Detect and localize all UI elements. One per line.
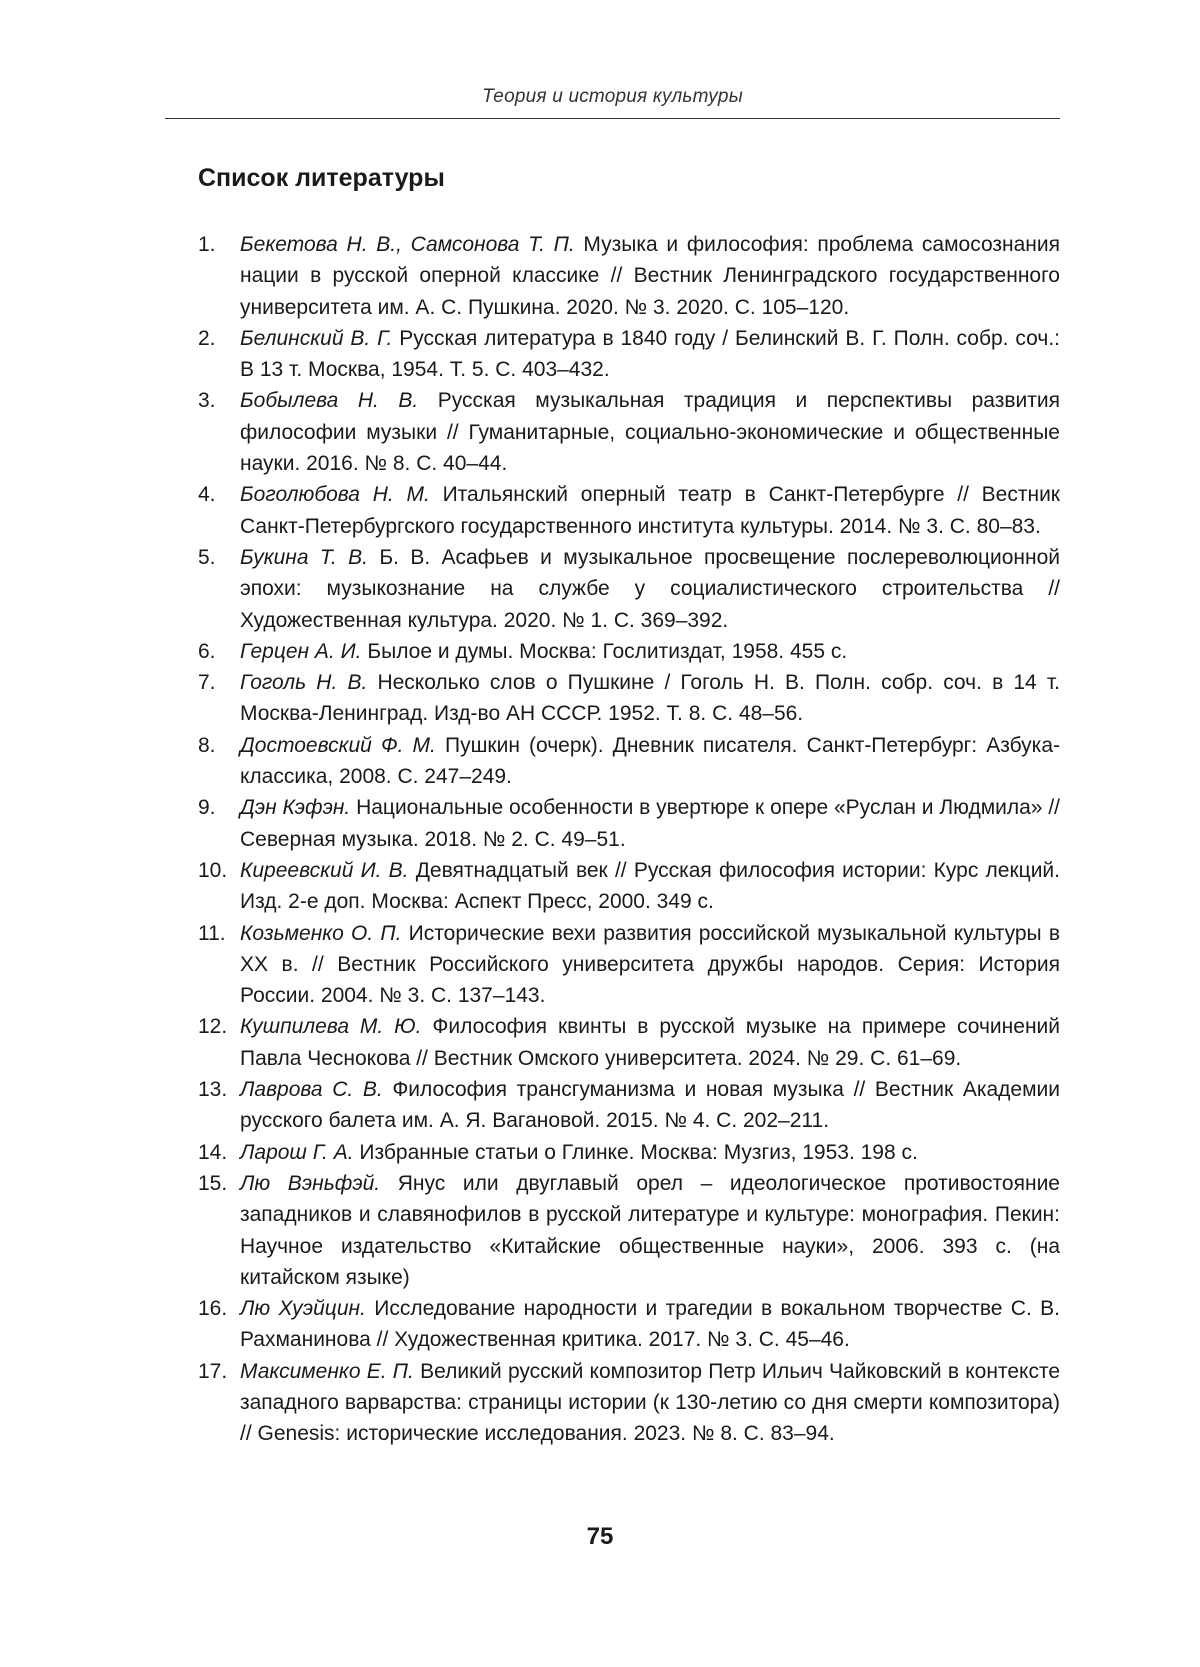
header-divider — [165, 118, 1060, 119]
running-header: Теория и история культуры — [482, 86, 743, 107]
reference-item — [198, 1074, 1060, 1137]
reference-author: Букина Т. В. — [240, 545, 380, 569]
reference-list — [198, 229, 1060, 1450]
reference-number: 1. — [198, 233, 216, 256]
reference-item — [198, 479, 1060, 542]
reference-text: Исторические вехи развития российской музыкальной культуры в XX в. // Вестник Российского университета дружбы народов. Серия: История России. 2004. № 3. С. 137–143. — [240, 921, 1061, 1008]
reference-item — [198, 792, 1060, 855]
reference-text: Былое и думы. Москва: Гослитиздат, 1958. 455 с. — [367, 639, 848, 663]
reference-author: Достоевский Ф. М. — [240, 733, 445, 757]
reference-number: 10. — [198, 858, 228, 882]
reference-number: 13. — [198, 1078, 228, 1102]
reference-number: 3. — [198, 389, 216, 413]
reference-number: 5. — [198, 545, 216, 569]
reference-author: Гоголь Н. В. — [240, 671, 378, 695]
reference-text: Философия квинты в русской музыке на примере сочинений Павла Чеснокова // Вестник Омского университета. 2024. № 29. С. 61–69. — [240, 1015, 1060, 1070]
reference-number: 4. — [198, 483, 216, 507]
reference-item — [198, 1137, 1060, 1168]
section-title: Список литературы — [198, 164, 445, 192]
reference-number: 8. — [198, 733, 216, 757]
reference-author: Лаврова С. В. — [240, 1078, 393, 1102]
reference-item — [198, 636, 1060, 667]
reference-number: 2. — [198, 326, 216, 350]
page-number: 75 — [586, 1523, 614, 1550]
reference-text: Русская литература в 1840 году / Белинский В. Г. Полн. собр. соч.: В 13 т. Москва, 1954. Т. 5. С. 403–432. — [240, 326, 1060, 382]
reference-author: Максименко Е. П. — [240, 1359, 421, 1383]
reference-item — [198, 1168, 1060, 1293]
reference-number: 14. — [198, 1140, 228, 1164]
reference-text: Исследование народности и трагедии в вокальном творчестве С. В. Рахманинова // Художественная критика. 2017. № 3. С. 45–46. — [240, 1297, 1060, 1352]
reference-item — [198, 1011, 1060, 1074]
reference-item — [198, 229, 1060, 323]
reference-item — [198, 730, 1060, 793]
reference-text: Итальянский оперный театр в Санкт-Петербурге // Вестник Санкт-Петербургского государственного института культуры. 2014. № 3. С. 80–83. — [240, 483, 1060, 538]
reference-author: Киреевский И. В. — [240, 858, 416, 882]
reference-text: Янус или двуглавый орел – идеологическое противостояние западников и славянофилов в русской литературе и культуре: монография. Пекин: Научное издательство «Китайские общественные науки», 2006. 393 с. (на китайском языке) — [240, 1171, 1060, 1289]
reference-number: 16. — [198, 1297, 228, 1321]
reference-author: Лю Хуэйцин. — [240, 1297, 375, 1321]
reference-item — [198, 855, 1060, 918]
reference-author: Герцен А. И. — [240, 639, 368, 663]
reference-number: 17. — [198, 1359, 228, 1383]
reference-text: Девятнадцатый век // Русская философия истории: Курс лекций. Изд. 2-е доп. Москва: Аспект Пресс, 2000. 349 с. — [240, 858, 1060, 914]
reference-number: 15. — [198, 1171, 228, 1195]
reference-author: Бобылева Н. В. — [240, 389, 438, 413]
reference-item — [198, 1293, 1060, 1356]
reference-author: Козьменко О. П. — [240, 921, 409, 945]
reference-text: Великий русский композитор Петр Ильич Чайковский в контексте западного варварства: страницы истории (к 130-летию со дня смерти композитора) // Genesis: исторические исследования. 2023. № 8. С. 83–94. — [240, 1359, 1061, 1446]
reference-author: Ларош Г. А. — [240, 1140, 360, 1164]
reference-text: Пушкин (очерк). Дневник писателя. Санкт-Петербург: Азбука-классика, 2008. С. 247–249. — [240, 733, 1060, 789]
reference-item — [198, 667, 1060, 730]
reference-number: 7. — [198, 671, 216, 695]
reference-text: Несколько слов о Пушкине / Гоголь Н. В. Полн. собр. соч. в 14 т. Москва-Ленинград. Изд-во АН СССР. 1952. Т. 8. С. 48–56. — [240, 671, 1060, 726]
reference-text: Философия трансгуманизма и новая музыка // Вестник Академии русского балета им. А. Я. Вагановой. 2015. № 4. С. 202–211. — [240, 1078, 1061, 1133]
reference-text: Избранные статьи о Глинке. Москва: Музгиз, 1953. 198 с. — [359, 1140, 918, 1164]
reference-author: Дэн Кэфэн. — [240, 796, 357, 820]
reference-item — [198, 918, 1060, 1012]
reference-author: Лю Вэньфэй. — [240, 1171, 398, 1195]
reference-item — [198, 385, 1060, 479]
reference-item — [198, 1356, 1060, 1450]
reference-author: Кушпилева М. Ю. — [240, 1015, 433, 1039]
reference-author: Бекетова Н. В., Самсонова Т. П. — [240, 233, 584, 256]
reference-text: Национальные особенности в увертюре к опере «Руслан и Людмила» // Северная музыка. 2018. № 2. С. 49–51. — [240, 796, 1060, 851]
reference-number: 9. — [198, 796, 216, 820]
reference-author: Белинский В. Г. — [240, 326, 400, 350]
reference-text: Русская музыкальная традиция и перспективы развития философии музыки // Гуманитарные, социально-экономические и общественные науки. 2016. № 8. С. 40–44. — [240, 389, 1060, 476]
reference-author: Боголюбова Н. М. — [240, 483, 443, 507]
reference-item — [198, 323, 1060, 386]
reference-text: Музыка и философия: проблема самосознания нации в русской оперной классике // Вестник Ленинградского государственного университета им. А. С. Пушкина. 2020. № 3. 2020. С. 105–120. — [240, 233, 1060, 319]
reference-item — [198, 542, 1060, 636]
reference-number: 12. — [198, 1015, 228, 1039]
reference-text: Б. В. Асафьев и музыкальное просвещение послереволюционной эпохи: музыкознание на службе у социалистического строительства // Художественная культура. 2020. № 1. С. 369–392. — [240, 545, 1060, 632]
reference-number: 11. — [198, 921, 226, 945]
reference-number: 6. — [198, 639, 216, 663]
